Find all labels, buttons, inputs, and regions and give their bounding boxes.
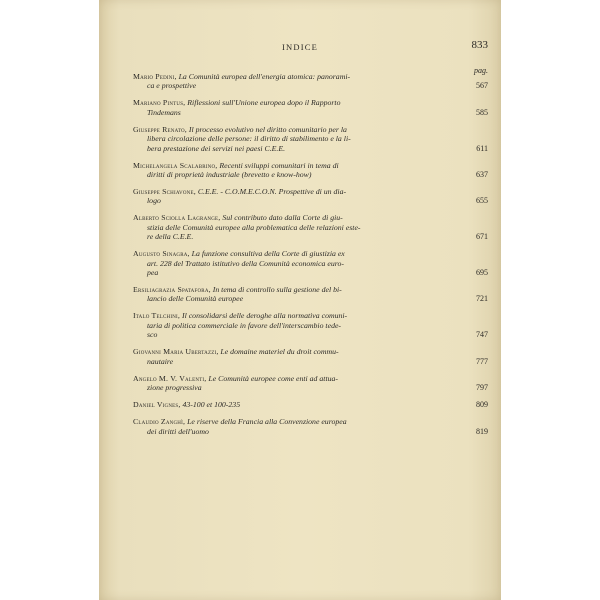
entry-title-line: La funzione consultiva della Corte di giustizia ex	[191, 249, 345, 259]
entry-author: Ersiliagrazia Spatafora,	[133, 285, 211, 295]
entry-title-line: taria di politica commerciale in favore dell'interscambio tede-	[147, 320, 342, 330]
entry-title-line: Il processo evolutivo nel diritto comunitario per la	[188, 124, 347, 134]
index-entry	[133, 285, 488, 304]
entry-title-line: Le riserve della Francia alla Convenzione europea	[187, 417, 347, 427]
index-entry	[133, 417, 488, 436]
entry-page-number: 777	[476, 356, 488, 366]
entry-page-number: 585	[476, 107, 488, 117]
index-list	[133, 72, 488, 444]
entry-page-number: 655	[476, 196, 488, 206]
entry-author: Daniel Vignes,	[133, 400, 181, 410]
entry-author: Claudio Zanghì,	[133, 417, 186, 427]
entry-title-line: Sul contributo dato dalla Corte di giu-	[222, 213, 343, 223]
running-header-title: INDICE	[282, 42, 318, 52]
entry-author: Michelangela Scalabrino,	[133, 160, 218, 170]
entry-author: Angelo M. V. Valenti,	[133, 373, 207, 383]
entry-title-line: stizia delle Comunità europee alla problematica delle relazioni este-	[147, 222, 361, 232]
entry-author: Mariano Pintus,	[133, 98, 186, 108]
entry-page-number: 567	[476, 81, 488, 91]
entry-page-number: 721	[476, 294, 488, 304]
entry-title-line: libera circolazione delle persone: il diritto di stabilimento e la li-	[147, 134, 351, 144]
entry-title-line: Le Comunità europee come enti ad attua-	[208, 373, 339, 383]
entry-author: Giovanni Maria Ubertazzi,	[133, 347, 219, 357]
entry-title-line: re della C.E.E.	[147, 232, 194, 242]
entry-title-line: art. 228 del Trattato istitutivo della Comunità economica euro-	[147, 258, 345, 268]
entry-title-line: dei diritti dell'uomo	[147, 426, 209, 436]
index-entry	[133, 400, 488, 409]
entry-title-line: 43-100 et 100-235	[182, 400, 241, 410]
index-entry	[133, 187, 488, 206]
entry-author: Alberto Sciolla Lagrange,	[133, 213, 221, 223]
entry-title-line: bera prestazione dei servizi nei paesi C.E.E.	[147, 143, 286, 153]
entry-page-number: 809	[476, 400, 488, 410]
entry-author: Mario Pedini,	[133, 72, 177, 81]
entry-author: Italo Telchini,	[133, 311, 181, 321]
running-header-page-number: 833	[471, 39, 488, 51]
entry-title-line: C.E.E. - C.O.M.E.C.O.N. Prospettive di un dia-	[197, 187, 347, 197]
entry-page-number: 671	[476, 232, 488, 242]
entry-title-line: Riflessioni sull'Unione europea dopo il Rapporto	[187, 98, 341, 108]
index-entry	[133, 347, 488, 366]
entry-page-number: 637	[476, 170, 488, 180]
book-page	[99, 0, 501, 600]
page-column-label: pag.	[474, 66, 488, 75]
index-entry	[133, 72, 488, 91]
index-entry	[133, 125, 488, 153]
entry-title-line: lancio delle Comunità europee	[147, 294, 244, 304]
entry-author: Giuseppe Renato,	[133, 124, 187, 134]
entry-page-number: 747	[476, 330, 488, 340]
entry-title-line: Le domaine materiel du droit commu-	[220, 347, 339, 357]
entry-author: Augusto Sinagra,	[133, 249, 190, 259]
entry-title-line: Il consolidarsi delle deroghe alla normativa comuni-	[182, 311, 348, 321]
index-entry	[133, 249, 488, 277]
entry-title-line: diritti di proprietà industriale (brevetto e know-how)	[147, 170, 312, 180]
entry-page-number: 611	[476, 143, 488, 153]
entry-title-line: Tindemans	[147, 107, 181, 117]
entry-title-line: zione progressiva	[147, 383, 202, 393]
entry-title-line: La Comunità europea dell'energia atomica: panorami-	[178, 72, 351, 81]
entry-title-line: ca e prospettive	[147, 81, 197, 91]
entry-title-line: logo	[147, 196, 161, 206]
entry-page-number: 797	[476, 383, 488, 393]
entry-page-number: 819	[476, 426, 488, 436]
entry-title-line: nautaire	[147, 356, 174, 366]
entry-title-line: pea	[147, 268, 159, 278]
index-entry	[133, 311, 488, 339]
index-entry	[133, 98, 488, 117]
index-entry	[133, 374, 488, 393]
index-entry	[133, 161, 488, 180]
entry-author: Giuseppe Schiavone,	[133, 187, 196, 197]
entry-page-number: 695	[476, 268, 488, 278]
entry-title-line: sco	[147, 330, 158, 340]
entry-title-line: Recenti sviluppi comunitari in tema di	[219, 160, 339, 170]
index-entry	[133, 213, 488, 241]
entry-title-line: In tema di controllo sulla gestione del bi-	[212, 285, 342, 295]
